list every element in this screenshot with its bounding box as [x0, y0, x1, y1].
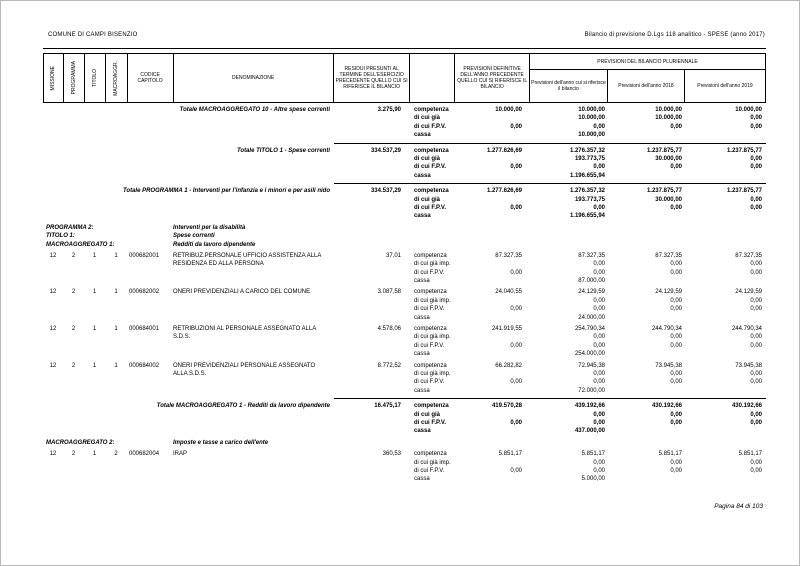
amount-value: 254.000,00 [574, 351, 605, 358]
amount-line-label: cassa [414, 476, 430, 483]
amount-value [686, 314, 766, 322]
denominazione-text: Totale PROGRAMMA 1 - Interventi per l'infanzia e i minori e per asili nido [122, 188, 330, 195]
amount-value: 193.773,75 [574, 155, 605, 162]
amount-value: 0,00 [593, 379, 605, 386]
amount-line-label: competenza [414, 362, 447, 369]
col-header-programma [64, 54, 85, 102]
col-header-anno-riferimento: Previsioni dell'anno cui si riferisce il bilancio [530, 70, 608, 102]
amount-value: 66.282,82 [495, 362, 522, 369]
budget-row [43, 288, 766, 322]
amount-value: 1.237.875,77 [726, 147, 762, 154]
amount-value: 24.129,59 [655, 289, 682, 296]
amount-line-label: cassa [414, 278, 430, 285]
amount-value: 0,00 [750, 459, 762, 466]
amount-value [456, 114, 531, 122]
amount-value: 87.327,35 [578, 252, 605, 259]
col-header-titolo-label: TITOLO [91, 69, 98, 87]
capitolo-code: 000682002 [129, 289, 160, 296]
amount-value: 72.945,38 [578, 362, 605, 369]
amount-line-label: di cui F.P.V. [414, 342, 445, 349]
residui-value: 16.475,17 [374, 403, 401, 410]
amount-value: 0,00 [510, 419, 522, 426]
amount-line-label: competenza [414, 289, 447, 296]
amount-value: 1.277.626,69 [486, 147, 522, 154]
amount-value: 0,00 [593, 342, 605, 349]
amount-value [609, 427, 686, 435]
amount-value [456, 350, 531, 358]
section-description: Imposte e tasse a carico dell'ente [173, 439, 269, 446]
amount-line-label: di cui F.P.V. [414, 419, 447, 426]
amount-value: 73.945,38 [655, 362, 682, 369]
amount-line-label: competenza [414, 451, 447, 458]
macroaggr-code: 1 [114, 362, 118, 369]
amount-value [456, 131, 531, 139]
amount-value: 1.277.626,69 [486, 188, 522, 195]
amount-line-label: di cui già imp. [414, 261, 451, 268]
denominazione-text: ONERI PREVIDENZIALI PERSONALE ASSEGNATO ALLA S.D.S. [173, 362, 316, 377]
amount-value: 0,00 [750, 419, 762, 426]
total-separator-line [334, 143, 766, 144]
amount-value [456, 212, 531, 220]
amount-value: 0,00 [593, 370, 605, 377]
amount-value [456, 155, 531, 163]
amount-value [609, 387, 686, 395]
amount-value [609, 350, 686, 358]
residui-value: 37,01 [385, 252, 401, 259]
amount-value: 0,00 [593, 334, 605, 341]
section-description: Redditi da lavoro dipendente [173, 241, 256, 248]
capitolo-code: 000682001 [129, 252, 160, 259]
budget-row [43, 187, 766, 221]
macroaggr-code: 1 [114, 252, 118, 259]
total-separator-line [334, 398, 766, 399]
col-header-missione-label: MISSIONE [50, 65, 57, 91]
residui-value: 8.772,52 [377, 362, 401, 369]
titolo-code: 1 [92, 451, 97, 458]
amount-value [609, 314, 686, 322]
budget-row [43, 106, 766, 140]
amount-value [609, 172, 686, 180]
amount-value: 0,00 [670, 419, 682, 426]
denominazione-text: Totale MACROAGGREGATO 1 - Redditi da lavoro dipendente [156, 403, 330, 410]
section-row [43, 232, 766, 240]
amount-value: 0,00 [750, 204, 762, 211]
amount-value: 0,00 [750, 261, 762, 268]
amount-value: 1.237.875,77 [726, 188, 762, 195]
amount-value: 419.570,28 [491, 403, 522, 410]
missione-code: 12 [49, 252, 57, 259]
amount-value [456, 172, 531, 180]
section-row [43, 439, 766, 447]
amount-line-label: competenza [414, 188, 449, 195]
amount-value: 0,00 [593, 306, 605, 313]
amount-value: 87.000,00 [578, 278, 605, 285]
amount-value: 0,00 [670, 261, 682, 268]
amount-value: 0,00 [593, 419, 605, 426]
macroaggr-code: 1 [114, 289, 118, 296]
amount-value [456, 277, 531, 285]
titolo-code: 1 [92, 326, 97, 333]
missione-code: 12 [49, 326, 57, 333]
amount-value: 72.000,00 [578, 387, 605, 394]
amount-value [456, 459, 531, 467]
amount-value: 0,00 [750, 196, 762, 203]
amount-value [456, 387, 531, 395]
amount-value: 1.237.875,77 [646, 147, 682, 154]
programma-code: 2 [71, 289, 76, 296]
amount-line-label: di cui F.P.V. [414, 379, 445, 386]
budget-row [43, 325, 766, 359]
amount-value: 430.192,66 [731, 403, 762, 410]
amount-value [686, 350, 766, 358]
amount-line-label: di cui F.P.V. [414, 306, 445, 313]
section-description: Interventi per la disabilità [173, 224, 246, 231]
amount-value [609, 277, 686, 285]
amount-value: 0,00 [750, 342, 762, 349]
amount-value [456, 297, 531, 305]
amount-value: 10.000,00 [735, 107, 762, 113]
amount-value: 193.773,75 [574, 196, 605, 203]
amount-line-label: di cui già imp. [414, 297, 451, 304]
amount-value: 1.276.357,32 [569, 188, 605, 195]
col-header-denominazione: DENOMINAZIONE [174, 54, 334, 102]
amount-value: 10.000,00 [578, 132, 605, 139]
budget-row [43, 252, 766, 286]
amount-value: 0,00 [593, 123, 605, 130]
amount-value: 0,00 [510, 269, 522, 276]
amount-value [456, 427, 531, 435]
amount-value: 0,00 [593, 204, 605, 211]
amount-value: 0,00 [510, 204, 522, 211]
amount-line-label: di cui già [414, 411, 441, 418]
amount-value: 24.129,59 [578, 289, 605, 296]
amount-value: 0,00 [750, 155, 762, 162]
amount-value: 73.945,38 [735, 362, 762, 369]
amount-value: 0,00 [750, 164, 762, 171]
amount-value: 0,00 [670, 411, 682, 418]
amount-value: 0,00 [670, 334, 682, 341]
amount-value: 0,00 [510, 123, 522, 130]
amount-value: 87.327,35 [495, 252, 522, 259]
residui-value: 334.537,29 [370, 188, 401, 195]
section-name: PROGRAMMA 2: [46, 224, 94, 231]
amount-value: 10.000,00 [578, 115, 605, 122]
amount-value [456, 370, 531, 378]
amount-value [686, 427, 766, 435]
amount-line-label: di cui già [414, 115, 441, 122]
amount-value [686, 475, 766, 483]
amount-value: 1.196.655,94 [569, 172, 605, 179]
capitolo-code: 000682004 [129, 451, 160, 458]
amount-value: 0,00 [670, 370, 682, 377]
amount-value [686, 212, 766, 220]
amount-value: 87.327,35 [735, 252, 762, 259]
amount-line-label: cassa [414, 351, 430, 358]
amount-value: 0,00 [593, 467, 605, 474]
amount-value: 0,00 [593, 164, 605, 171]
amount-value: 430.192,66 [651, 403, 682, 410]
amount-value: 30.000,00 [655, 155, 682, 162]
col-header-titolo [85, 54, 106, 102]
amount-value: 10.000,00 [495, 107, 522, 113]
amount-line-label: cassa [414, 387, 430, 394]
amount-value: 241.919,55 [491, 326, 522, 333]
amount-value: 437.000,00 [574, 428, 605, 435]
amount-value: 0,00 [510, 342, 522, 349]
col-header-missione [44, 54, 64, 102]
amount-line-label: cassa [414, 132, 431, 139]
amount-value: 0,00 [750, 334, 762, 341]
amount-value: 0,00 [670, 306, 682, 313]
amount-value: 0,00 [510, 379, 522, 386]
missione-code: 12 [49, 362, 57, 369]
amount-line-label: di cui già imp. [414, 370, 451, 377]
section-name: MACROAGGREGATO 1: [46, 241, 115, 248]
col-header-residui: RESIDUI PRESUNTI AL TERMINE DELL'ESERCIZIO PRECEDENTE QUELLO CUI SI RIFERISCE IL BILANCIO [334, 54, 411, 102]
amount-value: 0,00 [750, 379, 762, 386]
report-title: Bilancio di previsione D.Lgs 118 analitico - SPESE (anno 2017) [584, 32, 765, 38]
amount-value [456, 411, 531, 419]
table-body [43, 106, 766, 484]
amount-value [686, 131, 766, 139]
total-separator-line [334, 183, 766, 184]
amount-line-label: di cui già imp. [414, 459, 451, 466]
amount-value: 5.851,17 [498, 451, 522, 458]
amount-value: 0,00 [750, 370, 762, 377]
section-description: Spese correnti [173, 233, 215, 240]
missione-code: 12 [49, 289, 57, 296]
amount-value: 0,00 [670, 164, 682, 171]
macroaggr-code: 2 [114, 451, 118, 458]
col-header-anno-2019: Previsioni dell'anno 2019 [697, 82, 753, 89]
amount-value: 5.851,17 [738, 451, 762, 458]
amount-value: 5.851,17 [658, 451, 682, 458]
amount-line-label: cassa [414, 213, 431, 220]
amount-value: 24.129,59 [735, 289, 762, 296]
budget-row [43, 147, 766, 181]
capitolo-code: 000684001 [129, 326, 160, 333]
amount-value: 0,00 [670, 467, 682, 474]
denominazione-text: RETRIBUZ.PERSONALE UFFICIO ASSISTENZA ALLA RESIDENZA ED ALLA PERSONA [173, 252, 322, 268]
page-header [43, 32, 766, 49]
amount-line-label: competenza [414, 403, 449, 410]
amount-value: 0,00 [750, 123, 762, 130]
pluriennale-subheaders [530, 70, 765, 102]
amount-value: 0,00 [670, 269, 682, 276]
amount-value [686, 387, 766, 395]
amount-value: 24.000,00 [578, 314, 605, 321]
amount-line-label: competenza [414, 326, 447, 333]
amount-line-label: di cui già [414, 155, 441, 162]
amount-value [456, 260, 531, 268]
capitolo-code: 000684002 [129, 362, 160, 369]
amount-value: 439.192,66 [574, 403, 605, 410]
amount-value: 1.196.655,94 [569, 213, 605, 220]
section-row [43, 224, 766, 232]
amount-value: 10.000,00 [578, 107, 605, 113]
residui-value: 3.087,58 [377, 289, 401, 296]
titolo-code: 1 [92, 289, 97, 296]
amount-value: 0,00 [670, 297, 682, 304]
missione-code: 12 [49, 451, 57, 458]
denominazione-text: ONERI PREVIDENZIALI A CARICO DEL COMUNE [173, 289, 311, 296]
macroaggr-code: 1 [114, 326, 118, 333]
denominazione-text: RETRIBUZIONI AL PERSONALE ASSEGNATO ALLA S.D.S. [173, 326, 316, 341]
amount-value: 1.276.357,32 [569, 147, 605, 154]
section-name: TITOLO 1: [46, 233, 75, 240]
amount-value: 0,00 [510, 467, 522, 474]
amount-value: 0,00 [670, 459, 682, 466]
amount-value: 24.040,55 [495, 289, 522, 296]
col-header-anno-2018: Previsioni dell'anno 2018 [608, 70, 685, 102]
amount-value: 0,00 [670, 204, 682, 211]
amount-line-label: cassa [414, 172, 431, 179]
amount-value: 0,00 [593, 297, 605, 304]
amount-value: 244.790,34 [731, 326, 762, 333]
budget-row [43, 402, 766, 436]
titolo-code: 1 [92, 362, 97, 369]
programma-code: 2 [71, 252, 76, 259]
residui-value: 3.275,90 [377, 107, 401, 113]
amount-value: 0,00 [593, 411, 605, 418]
amount-value: 0,00 [750, 269, 762, 276]
amount-value: 30.000,00 [655, 196, 682, 203]
amount-value: 254.790,34 [574, 326, 605, 333]
col-header-empty [410, 54, 455, 102]
amount-line-label: di cui F.P.V. [414, 467, 445, 474]
amount-value: 244.790,34 [651, 326, 682, 333]
amount-value: 0,00 [670, 342, 682, 349]
amount-value [609, 212, 686, 220]
pluriennale-group-title: PREVISIONI DEL BILANCIO PLURIENNALE [530, 54, 765, 70]
amount-line-label: di cui già imp. [414, 334, 451, 341]
amount-line-label: di cui F.P.V. [414, 123, 447, 130]
programma-code: 2 [71, 362, 76, 369]
amount-value: 0,00 [670, 379, 682, 386]
amount-value: 0,00 [750, 297, 762, 304]
amount-value: 1.237.875,77 [646, 188, 682, 195]
amount-value: 5.851,17 [581, 451, 605, 458]
amount-line-label: cassa [414, 428, 431, 435]
amount-value [609, 475, 686, 483]
titolo-code: 1 [92, 252, 97, 259]
denominazione-text: Totale TITOLO 1 - Spese correnti [236, 147, 330, 154]
col-group-pluriennale [530, 54, 765, 102]
programma-code: 2 [71, 326, 76, 333]
amount-line-label: di cui F.P.V. [414, 204, 447, 211]
report-content [43, 1, 766, 487]
amount-value [456, 314, 531, 322]
programma-code: 2 [71, 451, 76, 458]
amount-value: 5.000,00 [581, 476, 605, 483]
amount-value: 0,00 [510, 306, 522, 313]
col-header-codice-capitolo: CODICE CAPITOLO [128, 54, 174, 102]
section-name: MACROAGGREGATO 2: [46, 439, 115, 446]
amount-line-label: competenza [414, 107, 449, 113]
amount-value: 10.000,00 [655, 115, 682, 122]
amount-line-label: cassa [414, 314, 430, 321]
budget-row [43, 450, 766, 484]
amount-line-label: di cui F.P.V. [414, 269, 445, 276]
amount-value [456, 333, 531, 341]
amount-value: 0,00 [750, 467, 762, 474]
amount-value: 0,00 [750, 306, 762, 313]
amount-value: 10.000,00 [655, 107, 682, 113]
page-number: Pagina 84 di 103 [714, 503, 763, 510]
col-header-previsioni-definitive: PREVISIONI DEFINITIVE DELL'ANNO PRECEDENTE QUELLO CUI SI RIFERISCE IL BILANCIO [455, 54, 530, 102]
amount-value: 0,00 [670, 123, 682, 130]
budget-row [43, 362, 766, 396]
amount-line-label: competenza [414, 147, 449, 154]
amount-value: 0,00 [593, 269, 605, 276]
amount-value: 0,00 [750, 411, 762, 418]
residui-value: 360,53 [382, 451, 401, 458]
amount-value: 0,00 [593, 261, 605, 268]
amount-line-label: competenza [414, 252, 447, 259]
residui-value: 334.537,29 [370, 147, 401, 154]
amount-value [609, 131, 686, 139]
denominazione-text: Totale MACROAGGREGATO 10 - Altre spese correnti [179, 107, 330, 113]
amount-value: 0,00 [593, 459, 605, 466]
amount-value: 0,00 [510, 164, 522, 171]
col-header-macroaggr [106, 54, 128, 102]
col-header-macroaggr-label: MACROAGGR. [113, 60, 120, 96]
amount-value [686, 277, 766, 285]
amount-line-label: di cui già [414, 196, 441, 203]
agency-name: COMUNE DI CAMPI BISENZIO [48, 32, 138, 38]
amount-value: 0,00 [750, 115, 762, 122]
amount-value [686, 172, 766, 180]
amount-value: 87.327,35 [655, 252, 682, 259]
table-header [43, 53, 766, 103]
amount-value [456, 475, 531, 483]
amount-line-label: di cui F.P.V. [414, 164, 447, 171]
section-row [43, 241, 766, 249]
denominazione-text: IRAP [173, 451, 188, 458]
residui-value: 4.578,06 [377, 326, 401, 333]
col-header-programma-label: PROGRAMMA [70, 61, 77, 95]
amount-value [456, 196, 531, 204]
